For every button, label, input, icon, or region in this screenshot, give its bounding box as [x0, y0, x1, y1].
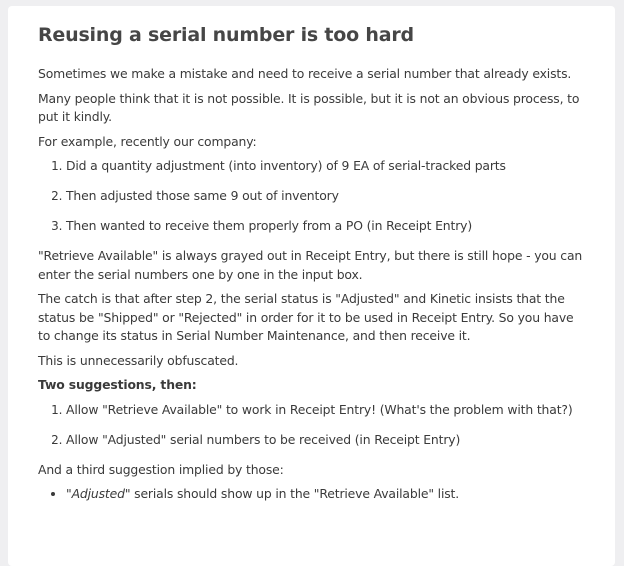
- paragraph-retrieve: "Retrieve Available" is always grayed out in Receipt Entry, but there is still hope - you can enter the serial numbers one by one in the input box.: [38, 248, 583, 282]
- quote-open: ": [66, 486, 72, 501]
- post-card: [8, 6, 615, 566]
- list-item: 2. Allow "Adjusted" serial numbers to be received (in Receipt Entry): [66, 431, 587, 449]
- adjusted-emphasis: Adjusted: [71, 486, 125, 501]
- list-item: 1. Allow "Retrieve Available" to work in Receipt Entry! (What's the problem with that?): [66, 401, 587, 419]
- paragraph-intro: Sometimes we make a mistake and need to receive a serial number that already exists.: [38, 66, 572, 81]
- list-item: 2. Then adjusted those same 9 out of inventory: [66, 187, 587, 205]
- list-item: 3. Then wanted to receive them properly from a PO (in Receipt Entry): [66, 217, 587, 235]
- third-suggestion-list: [38, 485, 587, 503]
- steps-list: [38, 157, 587, 235]
- suggestions-list: [38, 401, 587, 449]
- third-suggestion-text: " serials should show up in the "Retrieve Available" list.: [124, 486, 460, 501]
- list-item: [66, 485, 587, 503]
- paragraph-third: And a third suggestion implied by those:: [38, 461, 284, 477]
- paragraph-possible: Many people think that it is not possible. It is possible, but it is not an obvious process, to put it kindly.: [38, 90, 580, 124]
- paragraph-example: For example, recently our company:: [38, 133, 257, 149]
- paragraph-obfuscated: This is unnecessarily obfuscated.: [38, 352, 239, 368]
- list-item: 1. Did a quantity adjustment (into inventory) of 9 EA of serial-tracked parts: [66, 157, 587, 175]
- paragraph-catch: The catch is that after step 2, the serial status is "Adjusted" and Kinetic insists that the status be "Shipped" or "Rejected" in order for it to be used in Receipt Entry. So you have to change its status in Serial Number Maintenance, and then receive it.: [38, 291, 574, 343]
- paragraph-suggestions-heading: Two suggestions, then:: [38, 377, 197, 392]
- post-title: Reusing a serial number is too hard: [38, 24, 414, 46]
